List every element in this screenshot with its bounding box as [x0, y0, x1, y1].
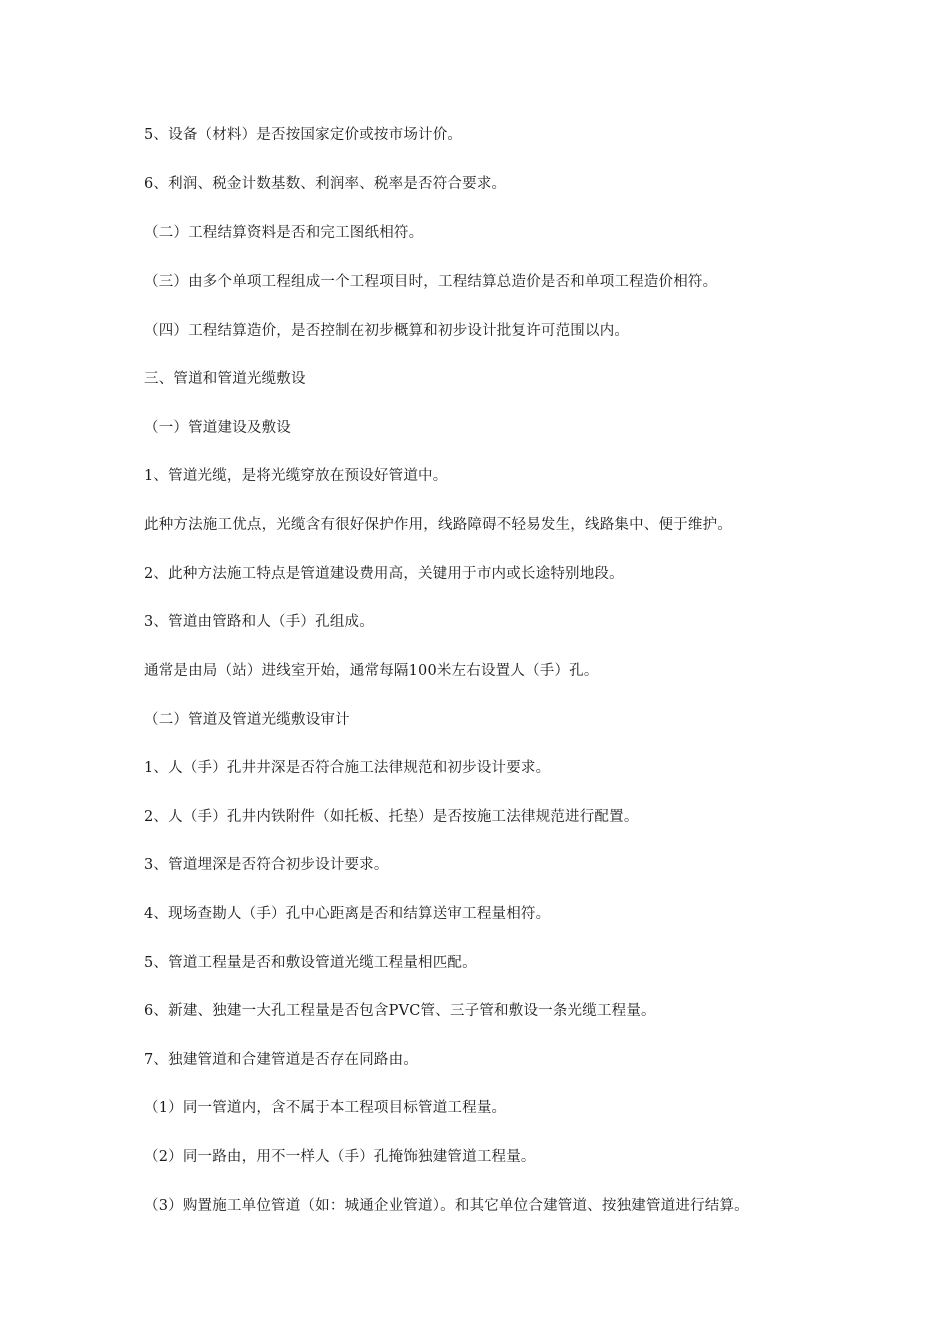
- paragraph-line: 1、人（手）孔井井深是否符合施工法律规范和初步设计要求。: [144, 760, 551, 776]
- subsection-heading: （二）管道及管道光缆敷设审计: [144, 712, 350, 728]
- subsection-heading: （一）管道建设及敷设: [144, 420, 291, 436]
- paragraph-line: （3）购置施工单位管道（如：城通企业管道）。和其它单位合建管道、按独建管道进行结算。: [144, 1198, 749, 1214]
- paragraph-line: 此种方法施工优点，光缆含有很好保护作用，线路障碍不轻易发生，线路集中、便于维护。: [144, 517, 732, 533]
- paragraph-line: （四）工程结算造价，是否控制在初步概算和初步设计批复许可范围以内。: [144, 323, 630, 339]
- paragraph-line: 5、管道工程量是否和敷设管道光缆工程量相匹配。: [144, 955, 477, 971]
- paragraph-line: 2、人（手）孔井内铁附件（如托板、托垫）是否按施工法律规范进行配置。: [144, 809, 639, 825]
- paragraph-line: 2、此种方法施工特点是管道建设费用高，关键用于市内或长途特别地段。: [144, 566, 624, 582]
- paragraph-line: 1、管道光缆，是将光缆穿放在预设好管道中。: [144, 468, 448, 484]
- paragraph-line: 3、管道埋深是否符合初步设计要求。: [144, 857, 389, 873]
- paragraph-line: 3、管道由管路和人（手）孔组成。: [144, 614, 374, 630]
- paragraph-line: 5、设备（材料）是否按国家定价或按市场计价。: [144, 127, 463, 143]
- paragraph-line: （三）由多个单项工程组成一个工程项目时，工程结算总造价是否和单项工程造价相符。: [144, 274, 718, 290]
- paragraph-line: 4、现场查勘人（手）孔中心距离是否和结算送审工程量相符。: [144, 906, 551, 922]
- paragraph-line: （二）工程结算资料是否和完工图纸相符。: [144, 225, 424, 241]
- paragraph-line: 7、独建管道和合建管道是否存在同路由。: [144, 1052, 419, 1068]
- paragraph-line: （2）同一路由，用不一样人（手）孔掩饰独建管道工程量。: [144, 1149, 536, 1165]
- section-heading: 三、管道和管道光缆敷设: [144, 371, 306, 387]
- paragraph-line: （1）同一管道内，含不属于本工程项目标管道工程量。: [144, 1100, 507, 1116]
- paragraph-line: 通常是由局（站）进线室开始，通常每隔100米左右设置人（手）孔。: [144, 663, 599, 679]
- paragraph-line: 6、利润、税金计数基数、利润率、税率是否符合要求。: [144, 176, 507, 192]
- paragraph-line: 6、新建、独建一大孔工程量是否包含PVC管、三子管和敷设一条光缆工程量。: [144, 1003, 656, 1019]
